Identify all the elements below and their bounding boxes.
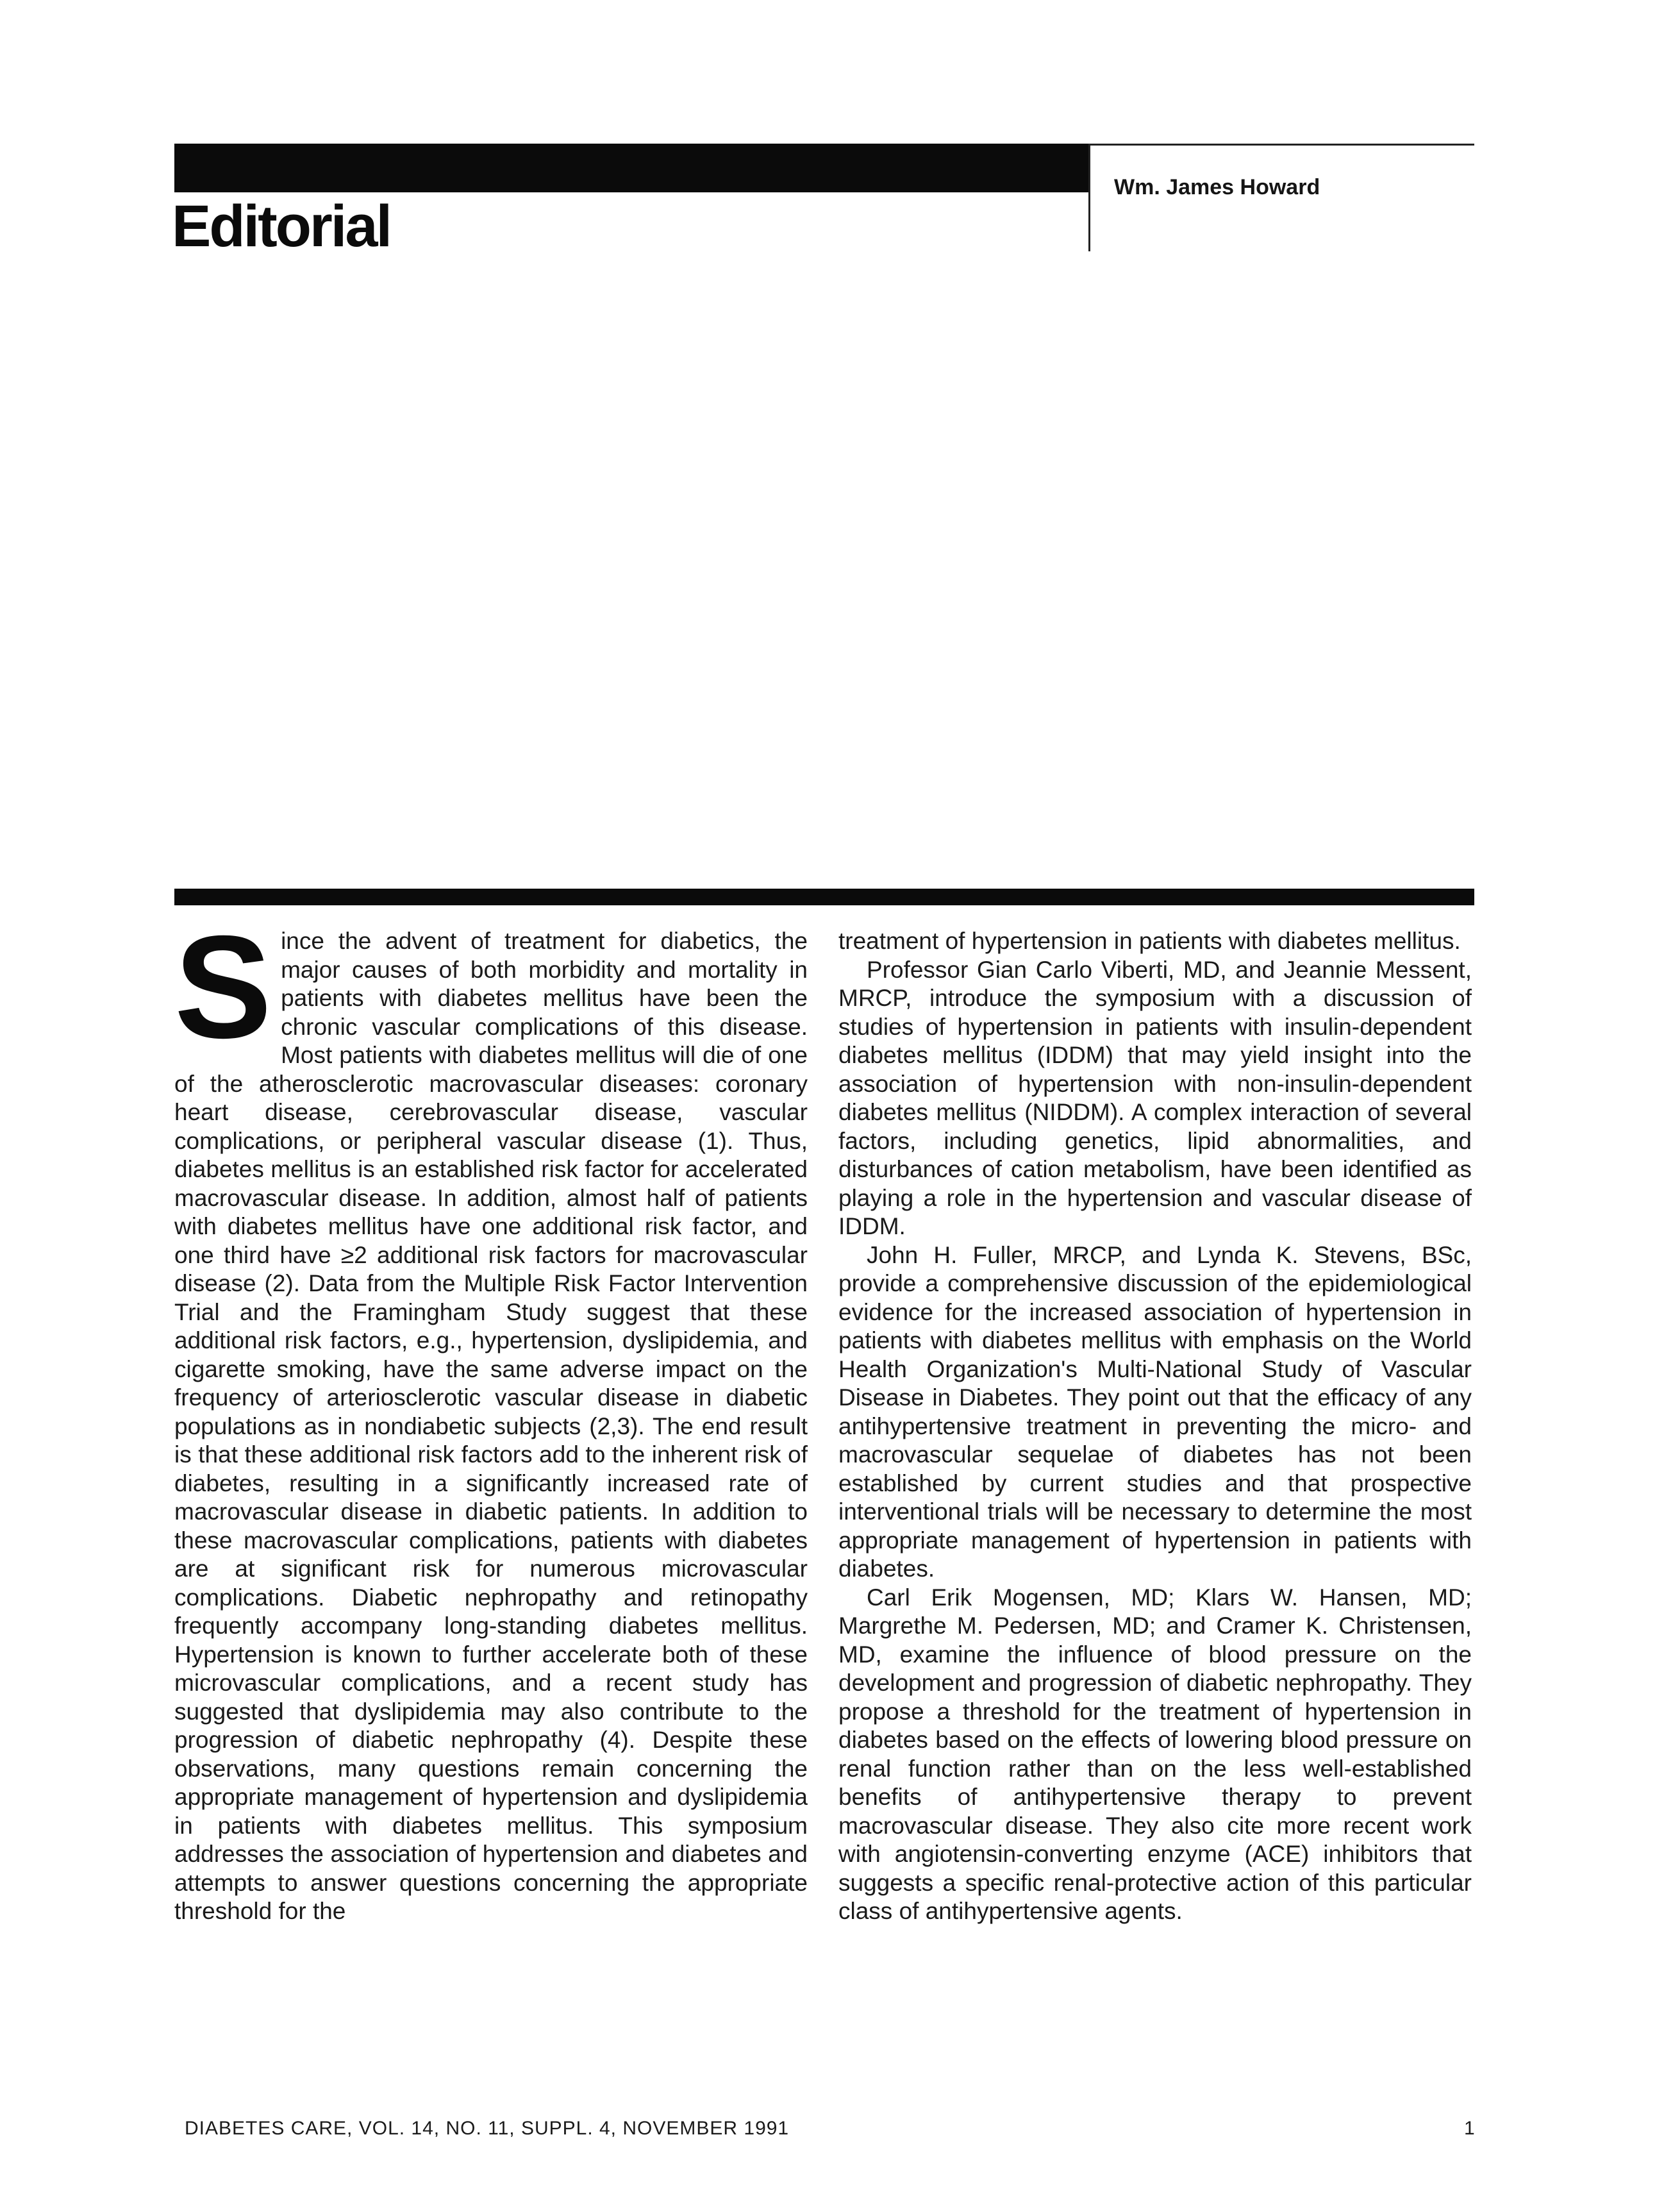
article-paragraph [174,906,808,1926]
right-column [838,927,1472,1926]
section-divider-bar [174,889,1474,905]
page-number: 1 [1464,2118,1475,2139]
header-rule [1088,144,1474,146]
section-title: Editorial [172,194,391,259]
article-paragraph: John H. Fuller, MRCP, and Lynda K. Stevens, BSc, provide a comprehensive discussion of the epidemiological evidence for the increased association of hypertension in patients with diabetes mellitus with emphasis on the World Health Organization's Multi-National Study of Vascular Disease in Diabetes. They point out that the efficacy of any antihypertensive treatment in preventing the micro- and macrovascular sequelae of diabetes has not been established by current studies and that prospective interventional trials will be necessary to determine the most appropriate management of hypertension in patients with diabetes. [838,1241,1472,1582]
journal-citation: DIABETES CARE, VOL. 14, NO. 11, SUPPL. 4, NOVEMBER 1991 [185,2118,790,2139]
article-paragraph: treatment of hypertension in patients with diabetes mellitus. [838,928,1461,954]
left-column [174,906,808,1926]
article-paragraph: Carl Erik Mogensen, MD; Klars W. Hansen, MD; Margrethe M. Pedersen, MD; and Cramer K. Christensen, MD, examine the influence of blood pressure on the development and progression of diabetic nephropathy. They propose a threshold for the treatment of hypertension in diabetes based on the effects of lowering blood pressure on renal function rather than on the less well-established benefits of antihypertensive therapy to prevent macrovascular disease. They also cite more recent work with angiotensin-converting enzyme (ACE) inhibitors that suggests a specific renal-protective action of this particular class of antihypertensive agents. [838,1584,1472,1924]
paragraph-text: ince the advent of treatment for diabetics, the major causes of both morbidity and mortality in patients with diabetes mellitus have been the chronic vascular complications of this disease. Most patients with diabetes mellitus will die of one of the atherosclerotic macrovascular diseases: coronary heart disease, cerebrovascular disease, vascular complications, or peripheral vascular disease (1). Thus, diabetes mellitus is an established risk factor for accelerated macrovascular disease. In addition, almost half of patients with diabetes mellitus have one additional risk factor, and one third have ≥2 additional risk factors for macrovascular disease (2). Data from the Multiple Risk Factor Intervention Trial and the Framingham Study suggest that these additional risk factors, e.g., hypertension, dyslipidemia, and cigarette smoking, have the same adverse impact on the frequency of arteriosclerotic vascular disease in diabetic populations as in nondiabetic subjects (2,3). The end result is that these additional risk factors add to the inherent risk of diabetes, resulting in a significantly increased rate of macrovascular disease in diabetic patients. In addition to these macrovascular complications, patients with diabetes are at significant risk for numerous microvascular complications. Diabetic nephropathy and retinopathy frequently accompany long-standing diabetes mellitus. Hypertension is known to further accelerate both of these microvascular complications, and a recent study has suggested that dyslipidemia may also contribute to the progression of diabetic nephropathy (4). Despite these observations, many questions remain concerning the appropriate management of hypertension and dyslipidemia in patients with diabetes mellitus. This symposium addresses the association of hypertension and diabetes and attempts to answer questions concerning the appropriate threshold for the [174,928,808,1924]
drop-cap: S [174,906,272,1069]
author-name: Wm. James Howard [1114,175,1320,199]
header-black-bar [174,144,1088,192]
header-divider [1088,144,1090,251]
article-paragraph: Professor Gian Carlo Viberti, MD, and Jeannie Messent, MRCP, introduce the symposium with a discussion of studies of hypertension in patients with insulin-dependent diabetes mellitus (IDDM) that may yield insight into the association of hypertension with non-insulin-dependent diabetes mellitus (NIDDM). A complex interaction of several factors, including genetics, lipid abnormalities, and disturbances of cation metabolism, have been identified as playing a role in the hypertension and vascular disease of IDDM. [838,956,1472,1239]
